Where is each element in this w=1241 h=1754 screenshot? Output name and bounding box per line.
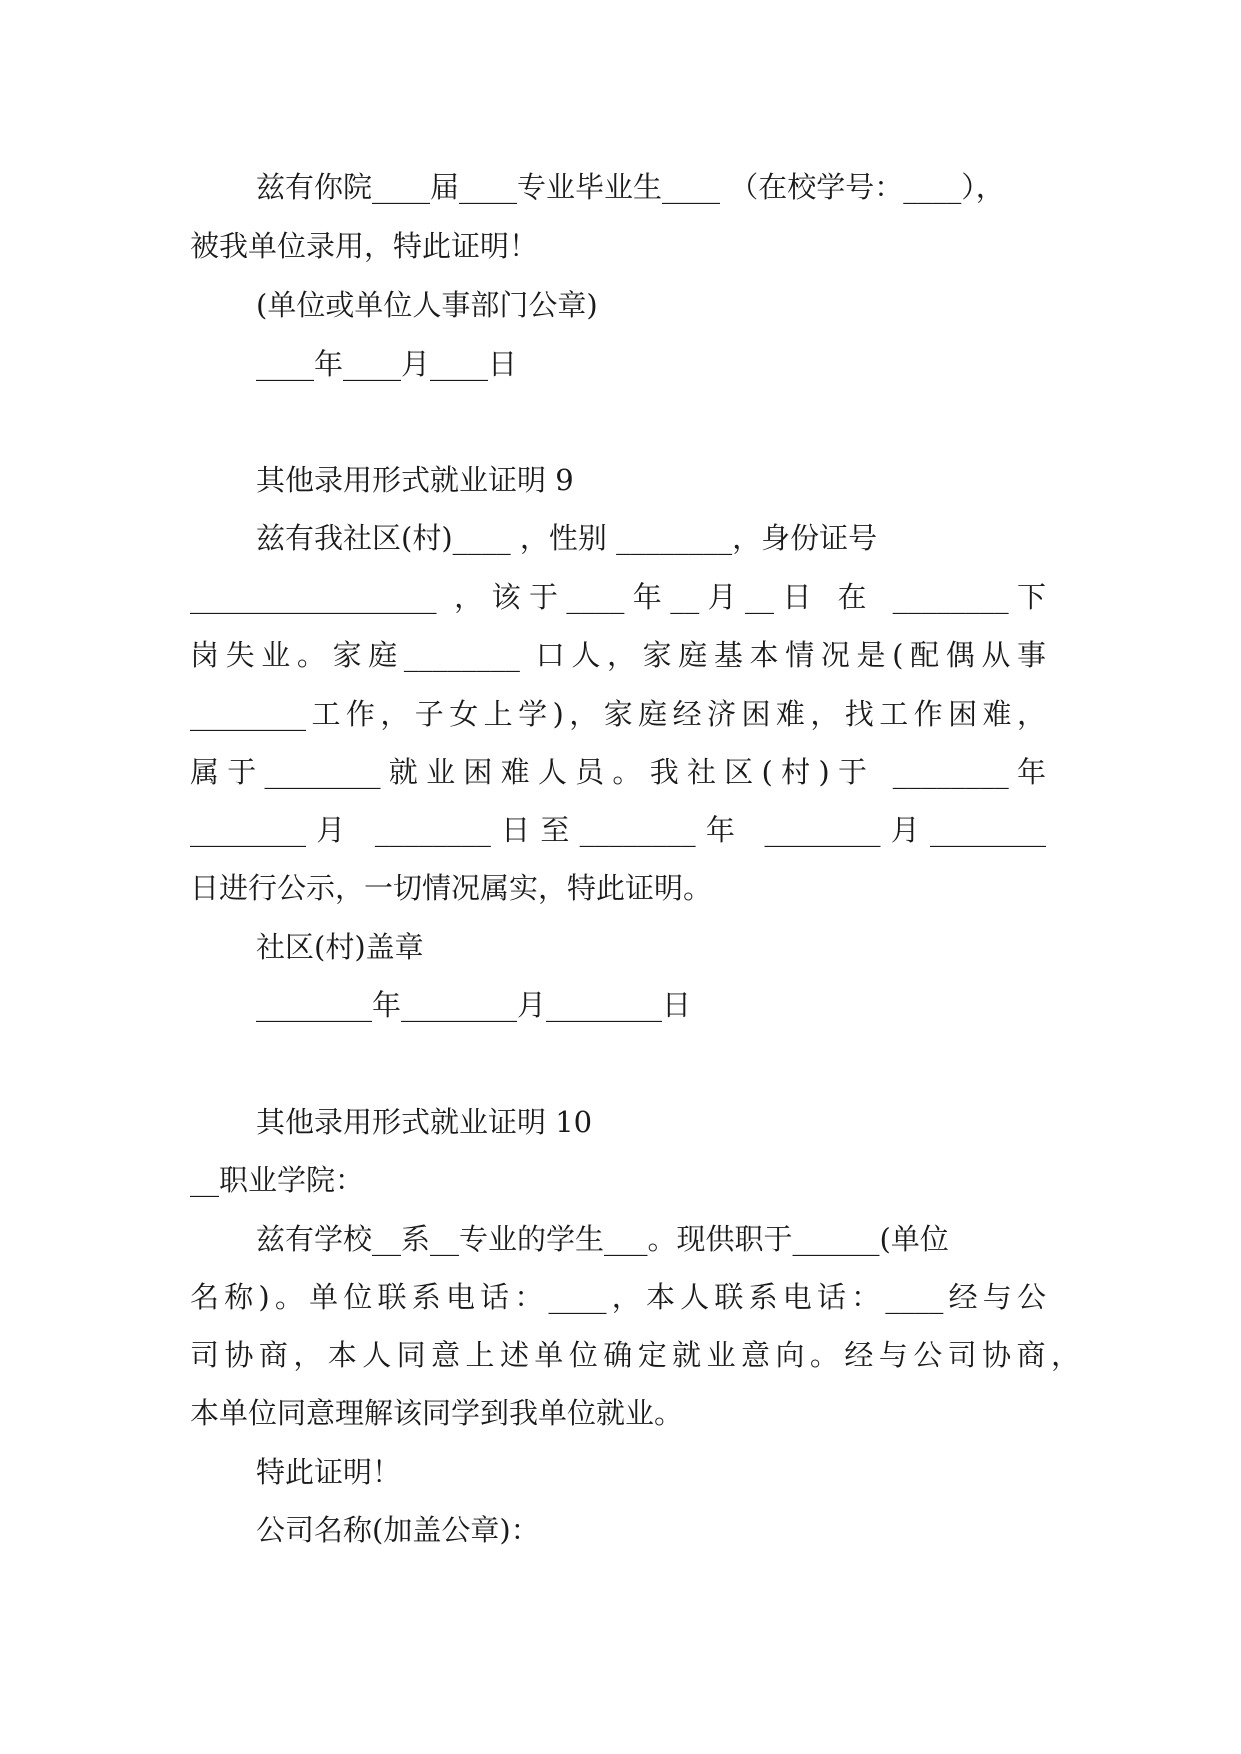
date-line: ____年____月____日 bbox=[256, 347, 518, 381]
date-line: ________年________月________日 bbox=[256, 988, 692, 1022]
section-title: 其他录用形式就业证明 9 bbox=[256, 463, 574, 497]
paragraph-line: ________工作，子女上学)，家庭经济困难，找工作困难， bbox=[190, 697, 1046, 731]
certify-line: 特此证明！ bbox=[256, 1455, 402, 1489]
paragraph-line: 岗失业。家庭________ 口人，家庭基本情况是(配偶从事 bbox=[190, 638, 1046, 672]
seal-note: (单位或单位人事部门公章) bbox=[256, 288, 598, 322]
paragraph-line: 司协商，本人同意上述单位确定就业意向。经与公司协商， bbox=[190, 1338, 1080, 1372]
paragraph-line: 兹有我社区(村)____ ，性别 ________，身份证号 bbox=[256, 521, 878, 555]
paragraph-line: 名称)。单位联系电话：____，本人联系电话：____经与公 bbox=[190, 1280, 1046, 1314]
paragraph-line: 兹有你院____届____专业毕业生____ （在校学号：____）， bbox=[256, 170, 1005, 204]
paragraph-line: 兹有学校__系__专业的学生___。现供职于______(单位 bbox=[256, 1222, 949, 1256]
paragraph-line: 属于________就业困难人员。我社区(村)于 ________年 bbox=[190, 755, 1046, 789]
paragraph-line: 本单位同意理解该同学到我单位就业。 bbox=[190, 1396, 684, 1430]
company-name-line: 公司名称(加盖公章)： bbox=[256, 1513, 540, 1547]
paragraph-line: 被我单位录用，特此证明！ bbox=[190, 229, 539, 263]
paragraph-line: ________月 ________日至________年 ________月________ bbox=[190, 813, 1046, 847]
section-title: 其他录用形式就业证明 10 bbox=[256, 1105, 593, 1139]
paragraph-line: _________________ ，该于____年__月__日 在 ________下 bbox=[190, 580, 1046, 614]
seal-note: 社区(村)盖章 bbox=[256, 930, 424, 964]
addressee: __职业学院： bbox=[190, 1163, 365, 1197]
paragraph-line: 日进行公示，一切情况属实，特此证明。 bbox=[190, 871, 713, 905]
